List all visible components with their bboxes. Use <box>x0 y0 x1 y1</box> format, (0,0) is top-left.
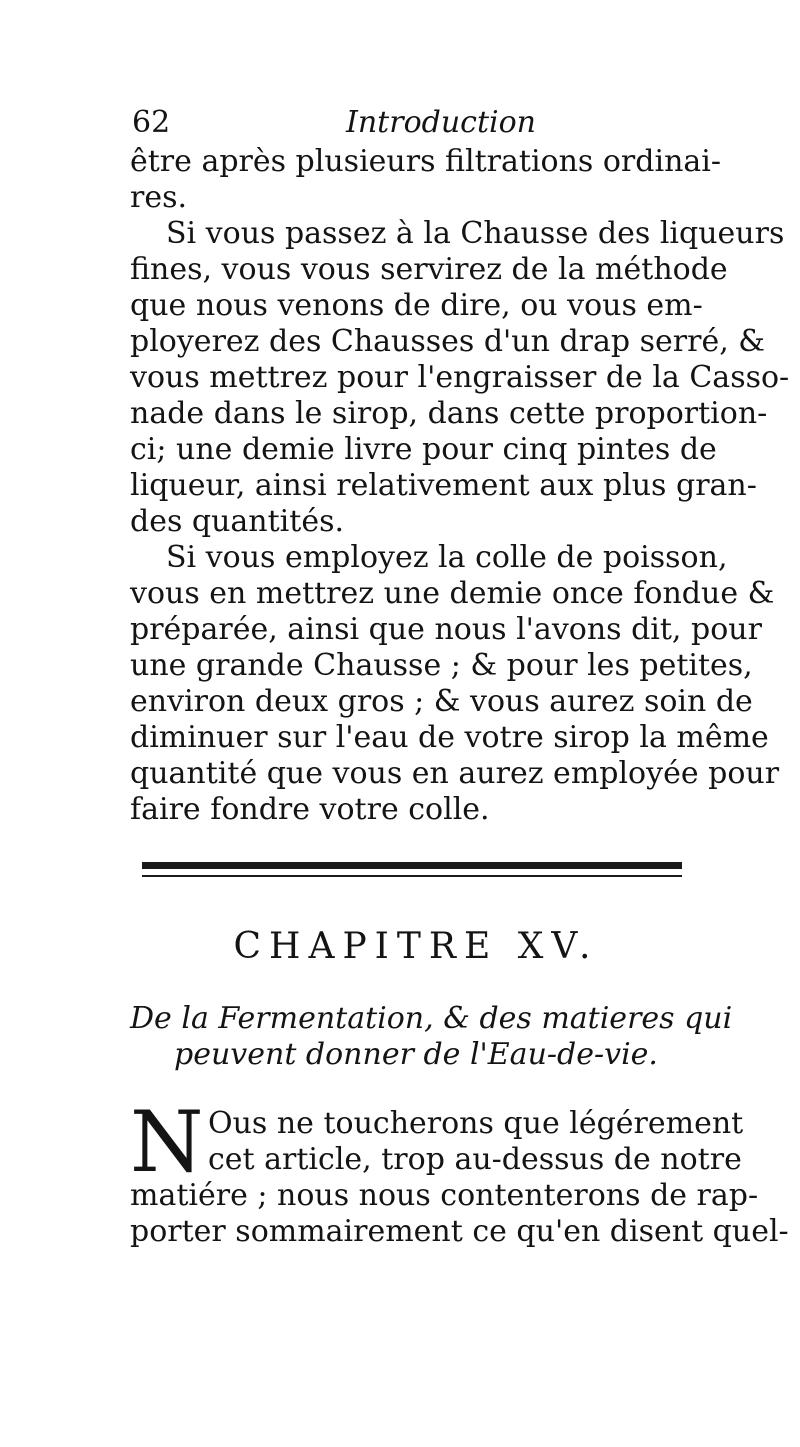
text-line: vous en mettrez une demie once fondue & <box>130 576 775 611</box>
text-line: être après plusieurs filtrations ordinai- <box>130 144 722 179</box>
text-line: des quantités. <box>130 504 345 539</box>
section-rule <box>142 862 682 869</box>
text-line: ci; une demie livre pour cinq pintes de <box>130 432 717 467</box>
text-line: faire fondre votre colle. <box>130 792 490 827</box>
chapter-subtitle-line2: peuvent donner de l'Eau-de-vie. <box>174 1037 658 1072</box>
page-header <box>132 102 700 144</box>
text-line: matiére ; nous nous contenterons de rap- <box>130 1178 759 1213</box>
drop-cap: N <box>130 1093 204 1191</box>
text-line: que nous venons de dire, ou vous em- <box>130 288 703 323</box>
running-title: Introduction <box>346 105 536 140</box>
text-line: préparée, ainsi que nous l'avons dit, pour <box>130 612 762 647</box>
book-page <box>130 0 790 1447</box>
chapter-heading: CHAPITRE XV. <box>233 926 599 967</box>
text-line: fines, vous vous servirez de la méthode <box>130 252 728 287</box>
text-line: nade dans le sirop, dans cette proportion- <box>130 396 768 431</box>
text-line: ployerez des Chausses d'un drap serré, & <box>130 324 766 359</box>
text-line: Si vous employez la colle de poisson, <box>166 540 728 575</box>
text-line: Si vous passez à la Chausse des liqueurs <box>166 216 785 251</box>
page-number: 62 <box>132 105 171 140</box>
text-line: liqueur, ainsi relativement aux plus gran- <box>130 468 757 503</box>
text-line: diminuer sur l'eau de votre sirop la même <box>130 720 769 755</box>
text-line: une grande Chausse ; & pour les petites, <box>130 648 753 683</box>
text-line: vous mettrez pour l'engraisser de la Casso- <box>130 360 790 395</box>
text-line: quantité que vous en aurez employée pour <box>130 756 780 791</box>
text-line: res. <box>130 180 188 215</box>
text-line: Ous ne toucherons que légérement <box>208 1106 744 1141</box>
chapter-subtitle-line1: De la Fermentation, & des matieres qui <box>130 1001 733 1036</box>
text-line: porter sommairement ce qu'en disent quel- <box>130 1214 789 1249</box>
text-line: environ deux gros ; & vous aurez soin de <box>130 684 753 719</box>
section-rule-thin <box>142 875 682 877</box>
text-line: cet article, trop au-dessus de notre <box>208 1142 742 1177</box>
